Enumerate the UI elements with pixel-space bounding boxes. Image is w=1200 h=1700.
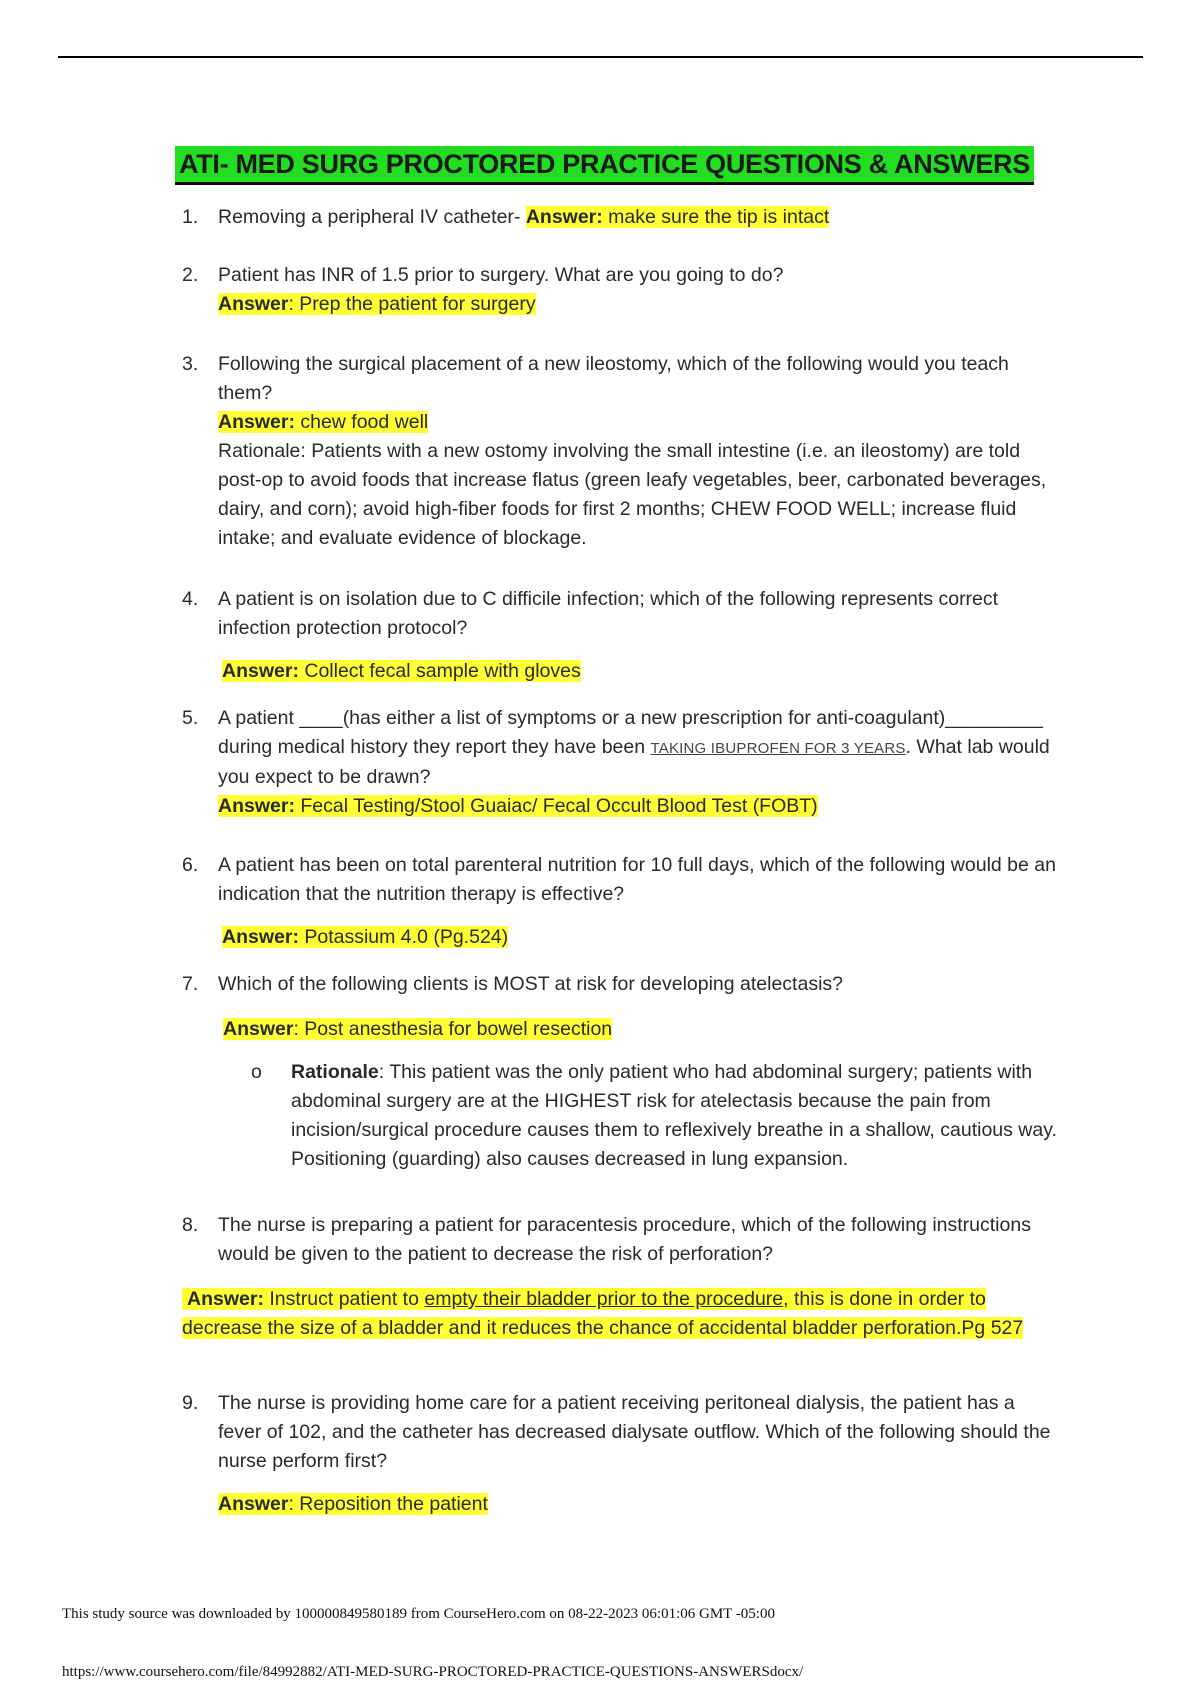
- question-7: [182, 970, 1062, 1174]
- answer-highlight: [223, 1018, 612, 1040]
- answer-highlight: [218, 293, 536, 315]
- answer-text: : Post anesthesia for bowel resection: [293, 1018, 613, 1040]
- answer-label: Answer:: [187, 1288, 264, 1310]
- question-number: 8.: [182, 1214, 199, 1236]
- answer-highlight: [218, 1493, 488, 1515]
- underlined-phrase: empty their bladder prior to the procedure: [424, 1288, 784, 1310]
- source-url[interactable]: https://www.coursehero.com/file/84992882/ATI-MED-SURG-PROCTORED-PRACTICE-QUESTIONS-ANSWERSdocx/: [62, 1664, 804, 1680]
- question-text: The nurse is providing home care for a patient receiving peritoneal dialysis, the patient has a fever of 102, and the catheter has decreased dialysate outflow. Which of the following should the nurse perform first?: [218, 1392, 1051, 1472]
- answer-highlight: Answer: Instruct patient to empty their bladder prior to the procedure, this is done in order to decrease the size of a bladder and it reduces the chance of accidental bladder perforation.Pg 527: [182, 1288, 1024, 1339]
- rationale-text: Rationale: Patients with a new ostomy involving the small intestine (i.e. an ileostomy) are told post-op to avoid foods that increase flatus (green leafy vegetables, beer, carbonated beverages, dairy, and corn); avoid high-fiber foods for first 2 months; CHEW FOOD WELL; increase fluid intake; and evaluate evidence of blockage.: [218, 440, 1047, 549]
- question-number: 5.: [182, 707, 199, 729]
- answer-highlight: [222, 660, 581, 682]
- answer-highlight: [222, 926, 508, 948]
- question-number: 3.: [182, 353, 199, 375]
- answer-text: : Reposition the patient: [288, 1493, 488, 1515]
- rationale-text: : This patient was the only patient who had abdominal surgery; patients with abdominal surgery are at the HIGHEST risk for atelectasis because the pain from incision/surgical procedure causes them to reflexively breathe in a shallow, cautious way. Positioning (guarding) also causes decreased in lung expansion.: [291, 1061, 1057, 1170]
- answer-label: Answer:: [222, 926, 299, 948]
- question-5: [182, 704, 1062, 821]
- download-notice: This study source was downloaded by 100000849580189 from CourseHero.com on 08-22-2023 06:01:06 GMT -05:00: [62, 1606, 775, 1622]
- question-number: 9.: [182, 1392, 199, 1414]
- answer-label: Answer: [218, 293, 289, 315]
- answer-label: Answer:: [525, 206, 603, 228]
- question-4: [182, 585, 1062, 686]
- answer-8: [182, 1285, 1052, 1343]
- underlined-phrase: TAKING IBUPROFEN FOR 3 YEARS: [650, 740, 906, 757]
- answer-label: Answer: [218, 1493, 289, 1515]
- answer-text: Collect fecal sample with gloves: [298, 660, 581, 682]
- rationale-label: Rationale: [291, 1061, 379, 1083]
- question-text: A patient has been on total parenteral nutrition for 10 full days, which of the following would be an indication that the nutrition therapy is effective?: [218, 854, 1056, 905]
- question-text: Which of the following clients is MOST at risk for developing atelectasis?: [218, 973, 843, 995]
- question-8: [182, 1211, 1062, 1269]
- question-number: 7.: [182, 973, 199, 995]
- question-number: 4.: [182, 588, 199, 610]
- answer-highlight: [526, 206, 829, 228]
- question-text: A patient ____(has either a list of symptoms or a new prescription for anti-coagulant)_________ during medical history they report they have been TAKING IBUPROFEN FOR 3 YEARS. What lab would you expect to be drawn?: [218, 707, 1050, 788]
- question-6: [182, 851, 1062, 952]
- answer-text: : Prep the patient for surgery: [288, 293, 536, 315]
- question-9: [182, 1389, 1062, 1519]
- bullet-icon: o: [251, 1061, 262, 1083]
- answer-text: make sure the tip is intact: [602, 206, 830, 228]
- question-text: Following the surgical placement of a new ileostomy, which of the following would you teach them?: [218, 353, 1009, 404]
- answer-label: Answer:: [218, 795, 295, 817]
- question-text: Patient has INR of 1.5 prior to surgery. What are you going to do?: [218, 264, 784, 286]
- answer-text: chew food well: [294, 411, 429, 433]
- answer-highlight: [218, 795, 818, 817]
- question-3: [182, 350, 1062, 553]
- answer-label: Answer:: [218, 411, 295, 433]
- page-title: ATI- MED SURG PROCTORED PRACTICE QUESTIONS & ANSWERS: [175, 146, 1034, 185]
- top-rule: [58, 56, 1143, 58]
- question-1: [182, 203, 1062, 232]
- answer-highlight: [218, 411, 428, 433]
- question-text: A patient is on isolation due to C difficile infection; which of the following represents correct infection protection protocol?: [218, 588, 999, 639]
- question-text: Removing a peripheral IV catheter-: [218, 206, 526, 228]
- question-number: 6.: [182, 854, 199, 876]
- question-number: 2.: [182, 264, 199, 286]
- question-2: [182, 261, 1062, 319]
- answer-label: Answer: [223, 1018, 294, 1040]
- question-number: 1.: [182, 206, 199, 228]
- answer-label: Answer:: [222, 660, 299, 682]
- question-text: The nurse is preparing a patient for paracentesis procedure, which of the following instructions would be given to the patient to decrease the risk of perforation?: [218, 1214, 1031, 1265]
- answer-text: Fecal Testing/Stool Guaiac/ Fecal Occult Blood Test (FOBT): [294, 795, 818, 817]
- answer-text: Potassium 4.0 (Pg.524): [298, 926, 509, 948]
